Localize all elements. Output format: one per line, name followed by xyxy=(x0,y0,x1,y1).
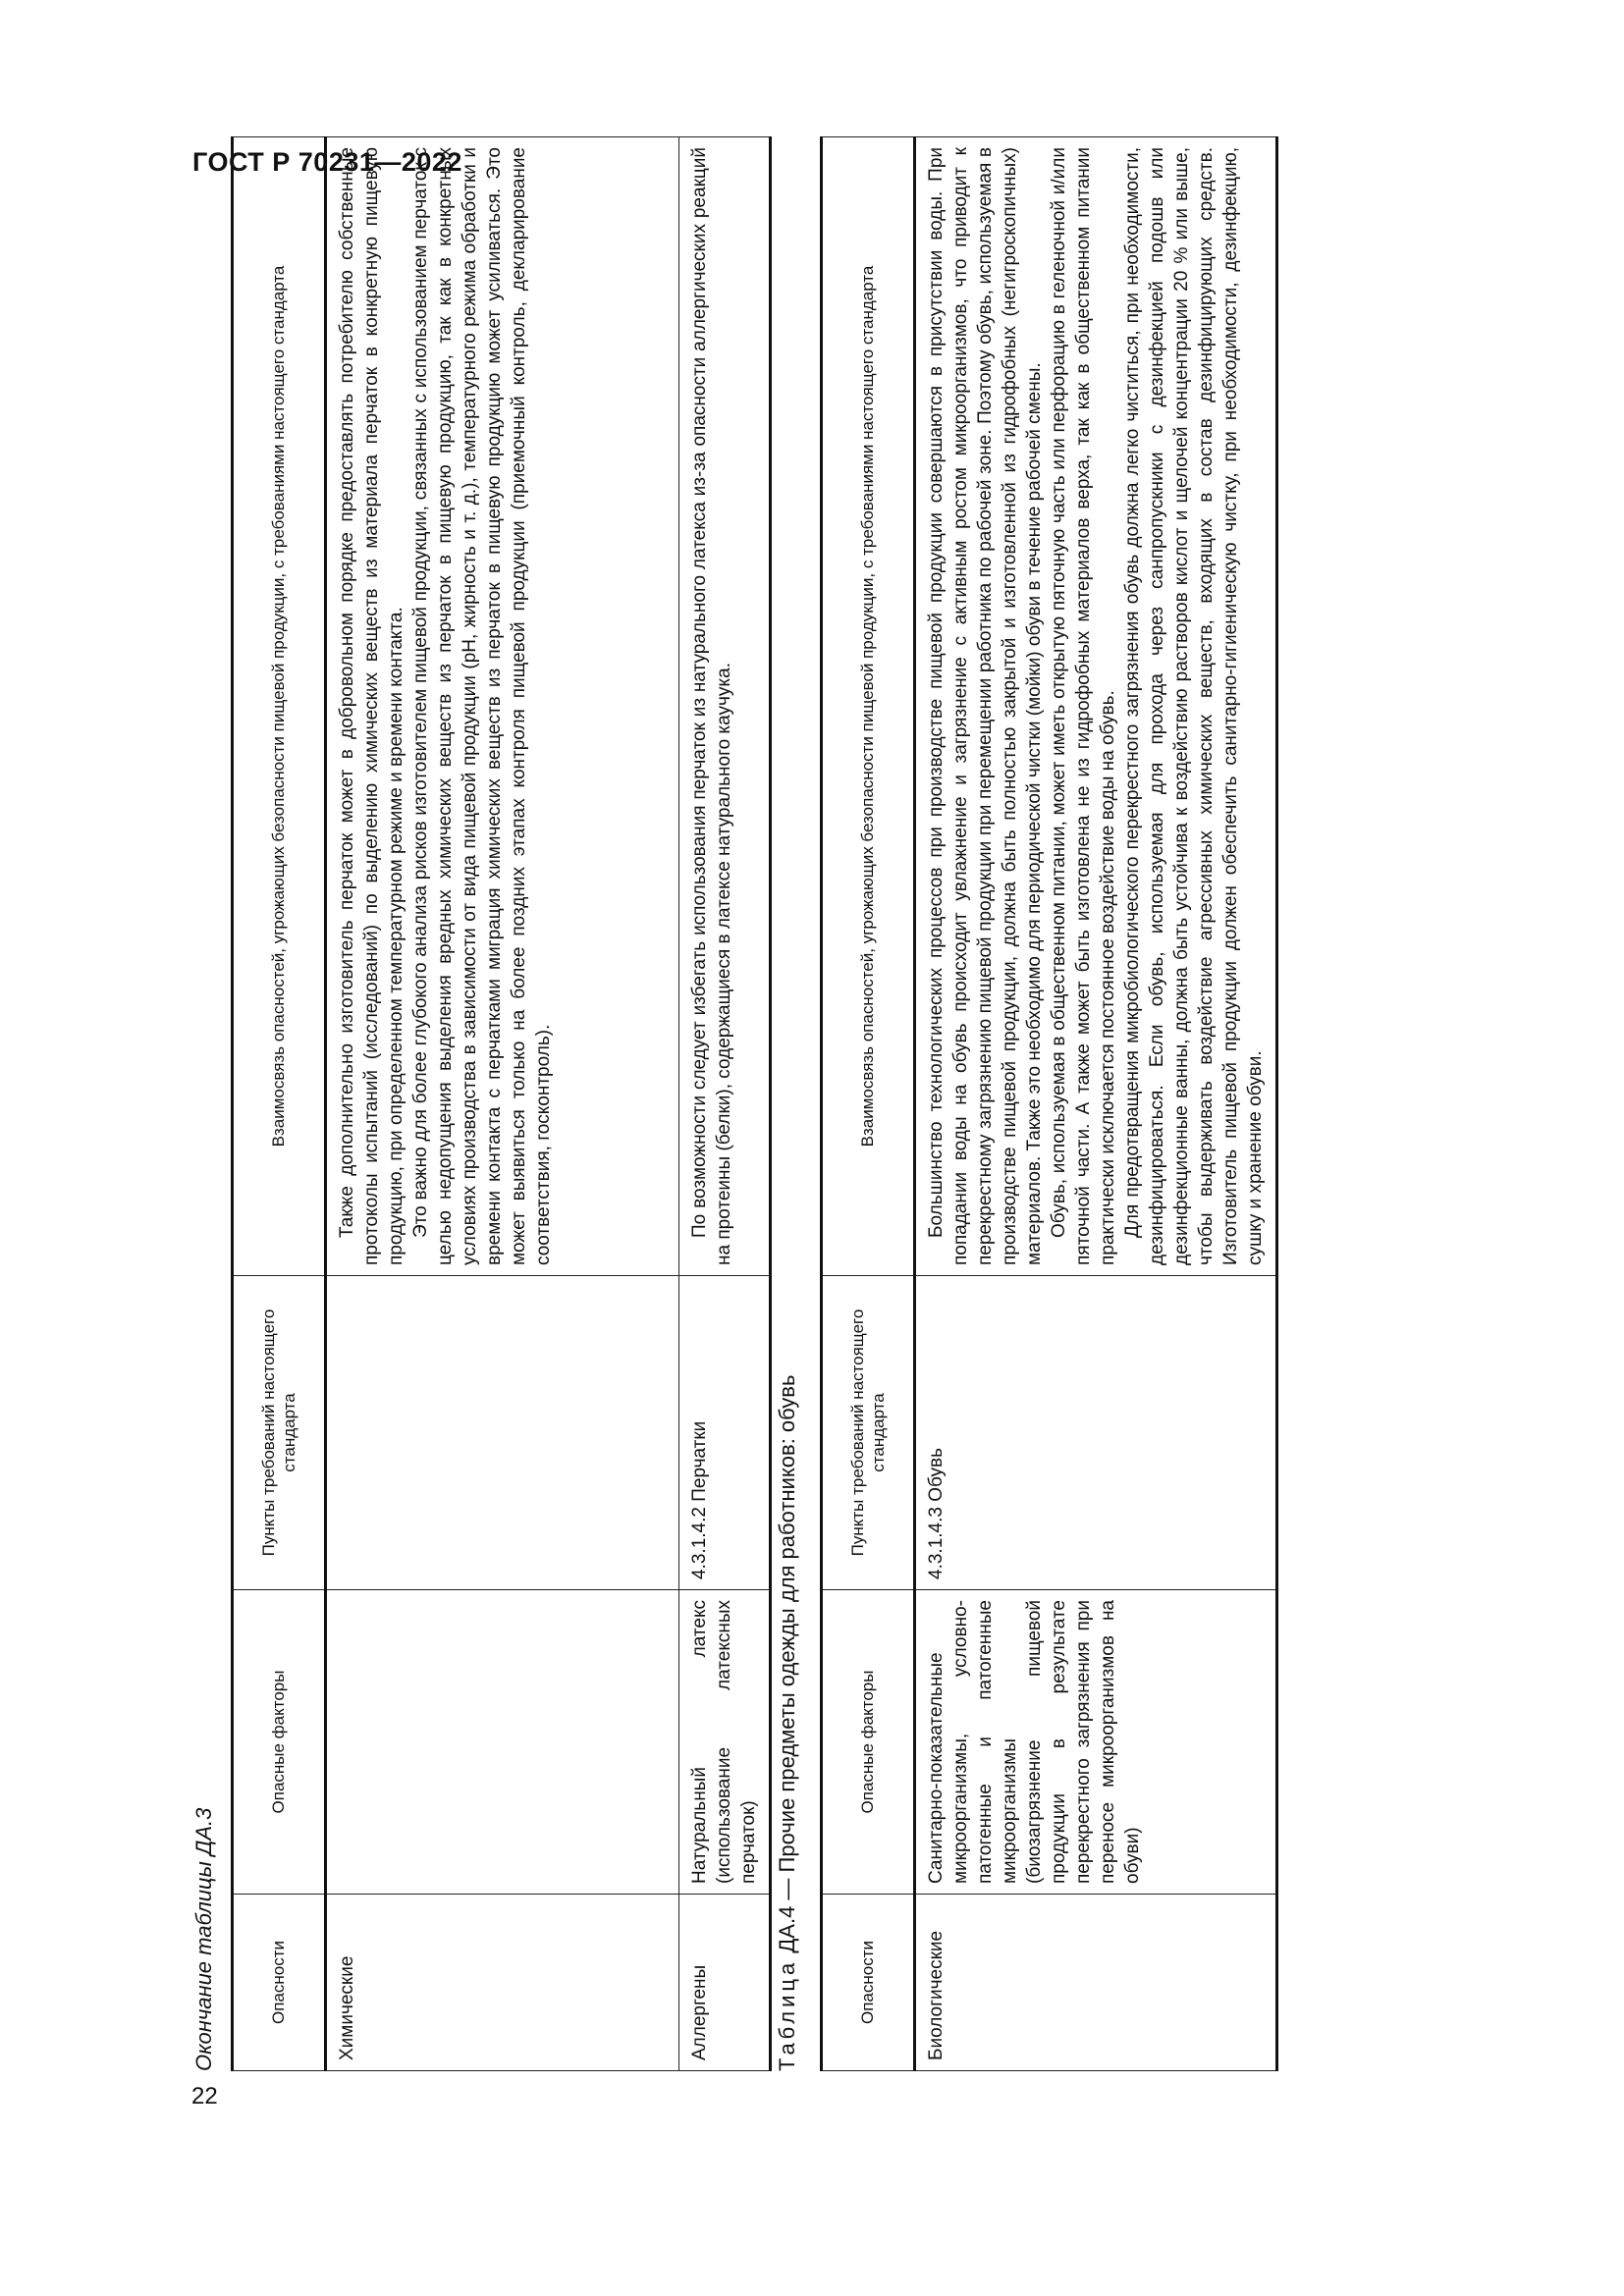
relation-cell xyxy=(679,137,771,1276)
factor-cell: Санитарно-показательные микроорганизмы, условно-патогенные и патогенные микроорганизмы (биозагрязнение пищевой продукции в результате перекрестного загрязнения при переносе микроорганизмов на обуви) xyxy=(915,1590,1277,1895)
relation-cell xyxy=(326,137,679,1276)
rotated-content xyxy=(191,137,1495,2071)
table2-col-relation: Взаимосвязь опасностей, угрожающих безопасности пищевой продукции, с требованиями настоящего стандарта xyxy=(822,137,915,1276)
relation-paragraph: Большинство технологических процессов при производстве пищевой продукции совершаются в присутствии воды. При попадании воды на обувь происходит увлажнение и загрязнение с активным ростом микроорганизмов, что приводит к перекрестному загрязнению пищевой продукции при перемещении работника по рабочей зоне. Поэтому обувь, используемая в производстве пищевой продукции, должна быть полностью закрытой и изготовленной из гидрофобных (негигроскопичных) материалов. Также это необходимо для периодической чистки (мойки) обуви в течение рабочей смены. xyxy=(926,147,1045,1265)
table-row xyxy=(915,137,1277,2071)
table2-col-hazards: Опасности xyxy=(822,1895,915,2071)
table2-caption-prefix: Таблица xyxy=(775,1958,799,2071)
factor-cell xyxy=(326,1590,679,1895)
table1-col-clauses: Пункты требований настоящего стандарта xyxy=(233,1276,326,1590)
table-row xyxy=(679,137,771,2071)
hazard-cell: Аллергены xyxy=(679,1895,771,2071)
document-header: ГОСТ Р 70231—2022 xyxy=(192,147,462,177)
table-da4 xyxy=(820,136,1278,2071)
clause-cell xyxy=(326,1276,679,1590)
relation-paragraph: Это важно для более глубокого анализа рисков изготовителем пищевой продукции, связанных с использованием перчаток с целью недопущения выделения вредных химических веществ из перчаток в пищевую продукцию, так как в конкретных условиях производства в зависимости от вида пищевой продукции (рН, жирность и т. д.), температурного режима обработки и времени контакта с перчатками миграция химических веществ из перчаток в пищевую продукцию может усиливаться. Это может выявиться только на более поздних этапах контроля пищевой продукции (приемочный контроль, декларирование соответствия, госконтроль). xyxy=(410,147,554,1265)
relation-paragraph: По возможности следует избегать использования перчаток из натурального латекса из-за опасности аллергических реакций на протеины (белки), содержащиеся в латексе натурального каучука. xyxy=(689,147,734,1265)
table1-caption: Окончание таблицы ДА.3 xyxy=(191,1807,216,2071)
table1-header-row xyxy=(233,137,326,2071)
table1-col-hazards: Опасности xyxy=(233,1895,326,2071)
table1-col-factors: Опасные факторы xyxy=(233,1590,326,1895)
relation-paragraph: Также дополнительно изготовитель перчаток может в добровольном порядке предоставлять потребителю собственные протоколы испытаний (исследований) по выделению химических веществ из материала перчаток в конкретную пищевую продукцию, при определенном температурном режиме и времени контакта. xyxy=(337,147,406,1265)
clause-cell: 4.3.1.4.2 Перчатки xyxy=(679,1276,771,1590)
table1-col-relation: Взаимосвязь опасностей, угрожающих безопасности пищевой продукции, с требованиями настоящего стандарта xyxy=(233,137,326,1276)
table2-caption-text: ДА.4 — Прочие предметы одежды для работников: обувь xyxy=(775,1374,799,1953)
table2-col-factors: Опасные факторы xyxy=(822,1590,915,1895)
hazard-cell: Биологические xyxy=(915,1895,1277,2071)
table-da3 xyxy=(231,136,772,2071)
clause-cell: 4.3.1.4.3 Обувь xyxy=(915,1276,1277,1590)
page-number: 22 xyxy=(191,2083,218,2109)
hazard-cell: Химические xyxy=(326,1895,679,2071)
relation-paragraph: Для предотвращения микробиологического перекрестного загрязнения обувь должна легко чиститься, при необходимости, дезинфицироваться. Если обувь, используемая для прохода через санпропускники с дезинфекцией подошв или дезинфекционные ванны, должна быть устойчива к воздействию растворов кислот и щелочей концентрации 20 % или выше, чтобы выдерживать воздействие агрессивных химических веществ, входящих в состав дезинфицирующих средств. Изготовитель пищевой продукции должен обеспечить санитарно-гигиеническую чистку, при необходимости, дезинфекцию, сушку и хранение обуви. xyxy=(1122,147,1266,1265)
relation-cell xyxy=(915,137,1277,1276)
table-row xyxy=(326,137,679,2071)
factor-cell: Натуральный латекс (использование латексных перчаток) xyxy=(679,1590,771,1895)
relation-paragraph: Обувь, используемая в общественном питании, может иметь открытую пяточную часть или перфорацию в геленочной и/или пяточной части. А также может быть изготовлена не из гидрофобных материалов верха, так как в общественном питании практически исключается постоянное воздействие воды на обувь. xyxy=(1049,147,1118,1265)
table2-header-row xyxy=(822,137,915,2071)
table2-col-clauses: Пункты требований настоящего стандарта xyxy=(822,1276,915,1590)
table2-caption xyxy=(775,1375,800,2071)
